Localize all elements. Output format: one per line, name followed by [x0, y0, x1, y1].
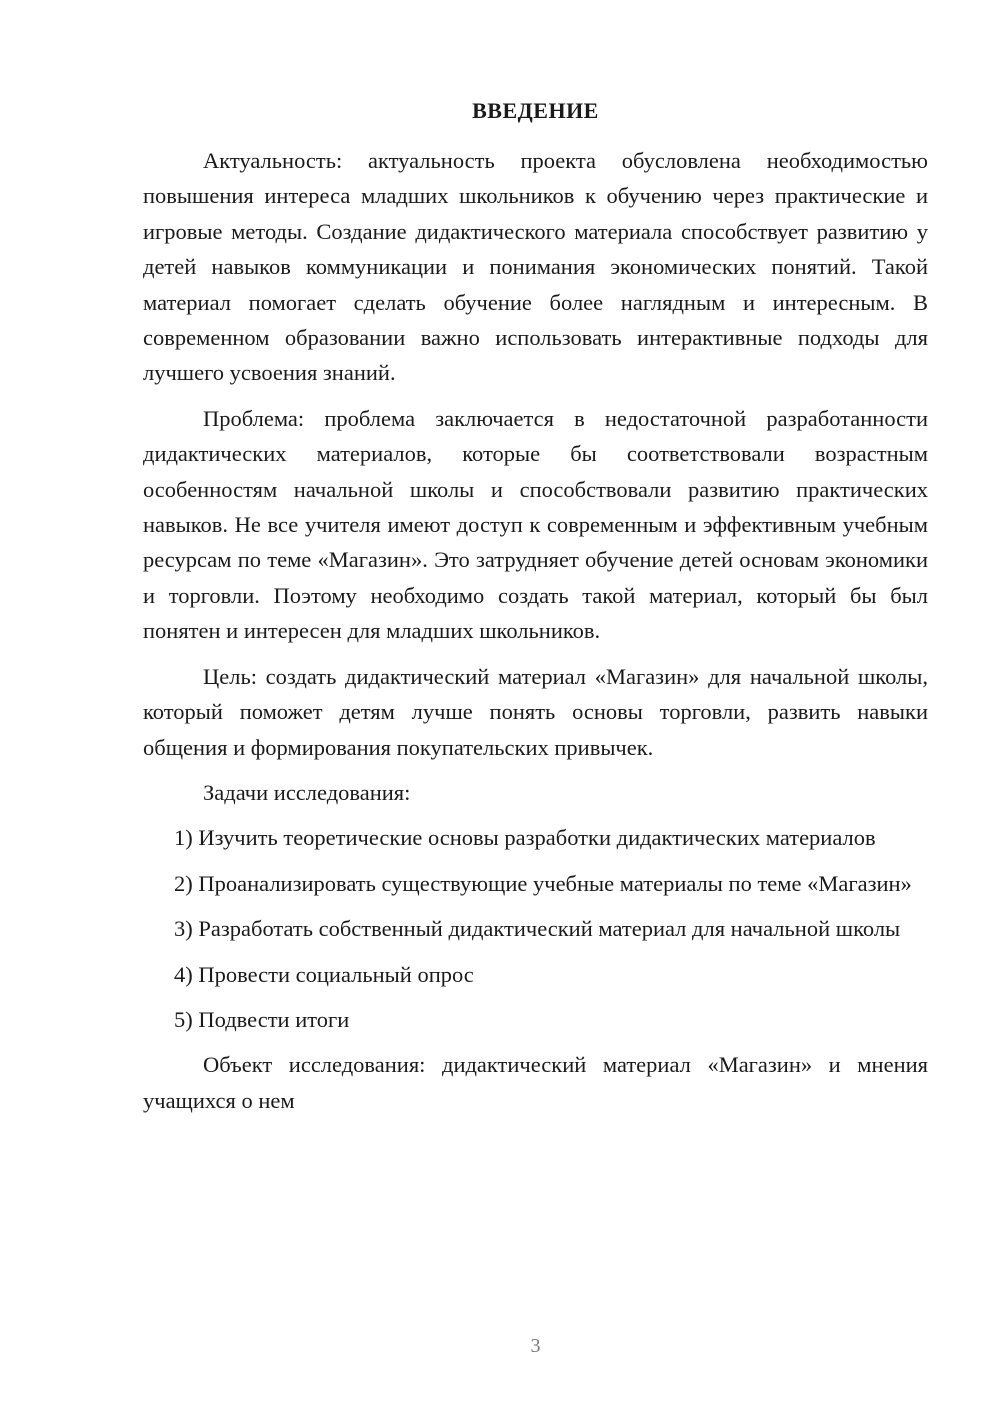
task-item-4: 4) Провести социальный опрос — [174, 961, 474, 987]
goal-paragraph: Цель: создать дидактический материал «Магазин» для начальной школы, который поможет детям лучше понять основы торговли, развить навыки общения и формирования покупательских привычек. — [143, 663, 928, 760]
document-body — [143, 143, 928, 1128]
document-page — [143, 0, 928, 1414]
task-item-1: 1) Изучить теоретические основы разработки дидактических материалов — [174, 825, 876, 851]
task-item-5: 5) Подвести итоги — [174, 1006, 350, 1032]
relevance-paragraph: Актуальность: актуальность проекта обусловлена необходимостью повышения интереса младших школьников к обучению через практические и игровые методы. Создание дидактического материала способствует развитию у детей навыков коммуникации и понимания экономических понятий. Такой материал помогает сделать обучение более наглядным и интересным. В современном образовании важно использовать интерактивные подходы для лучшего усвоения знаний. — [143, 148, 928, 386]
task-item-2: 2) Проанализировать существующие учебные материалы по теме «Магазин» — [174, 870, 912, 896]
task-item-3: 3) Разработать собственный дидактический материал для начальной школы — [174, 916, 901, 942]
object-paragraph: Объект исследования: дидактический материал «Магазин» и мнения учащихся о нем — [143, 1052, 928, 1113]
tasks-heading: Задачи исследования: — [203, 779, 411, 805]
problem-paragraph: Проблема: проблема заключается в недостаточной разработанности дидактических материалов, которые бы соответствовали возрастным особенностям начальной школы и способствовали развитию практических навыков. Не все учителя имеют доступ к современным и эффективным учебным ресурсам по теме «Магазин». Это затрудняет обучение детей основам экономики и торговли. Поэтому необходимо создать такой материал, который бы был понятен и интересен для младших школьников. — [143, 405, 928, 644]
page-number: 3 — [530, 1335, 541, 1357]
page-title: ВВЕДЕНИЕ — [472, 98, 599, 123]
